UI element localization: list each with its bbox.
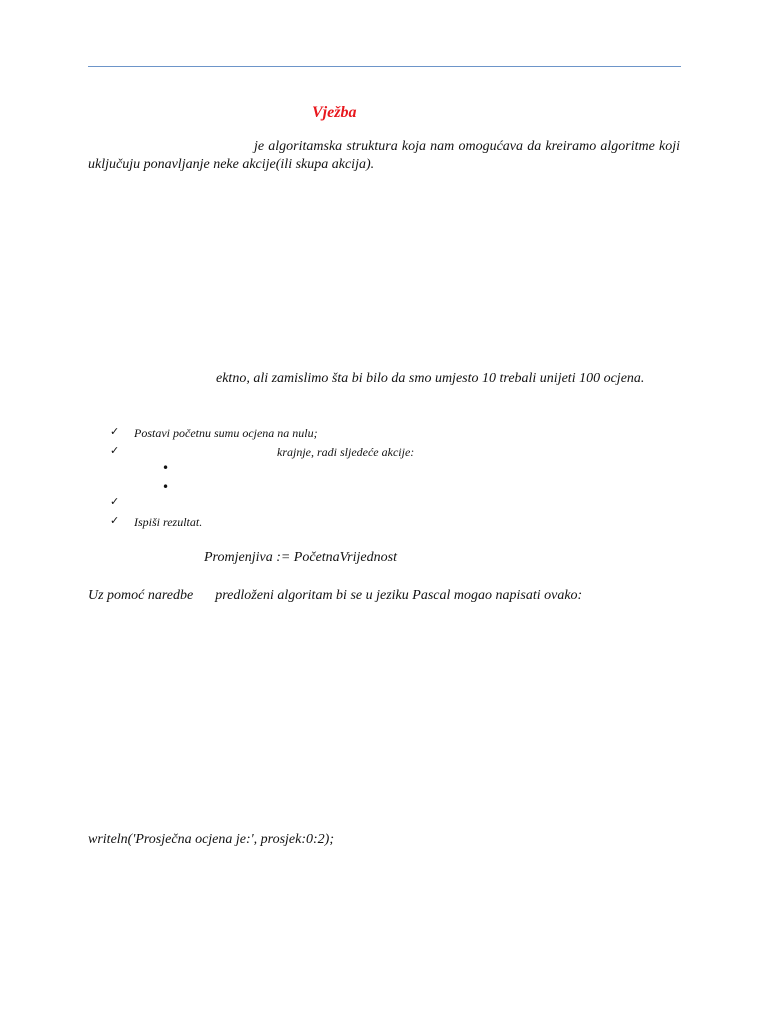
sentence-fragment: ektno, ali zamislimo šta bi bilo da smo umjesto 10 trebali unijeti 100 ocjena. (216, 371, 645, 386)
assignment-syntax: Promjenjiva := PočetnaVrijednost (204, 550, 397, 565)
check-icon: ✓ (110, 425, 120, 438)
step-text: krajnje, radi sljedeće akcije: (277, 445, 415, 459)
document-title: Vježba (312, 104, 357, 121)
check-icon: ✓ (110, 444, 120, 457)
code-line: writeln('Prosječna ocjena je:', prosjek:0:2); (88, 832, 334, 847)
intro-paragraph (88, 138, 680, 174)
step-text: Ispiši rezultat. (134, 515, 203, 529)
header-rule (88, 66, 681, 67)
intro-text: je algoritamska struktura koja nam omogućava da kreiramo algoritme koji uključuju ponavljanje neke akcije(ili skupa akcija). (88, 139, 680, 172)
step-text: Postavi početnu sumu ocjena na nulu; (134, 426, 318, 440)
bullet-icon: • (162, 461, 170, 475)
pascal-intro-prefix: Uz pomoć naredbe (88, 588, 194, 603)
bullet-icon: • (162, 480, 170, 494)
check-icon: ✓ (110, 514, 120, 527)
check-icon: ✓ (110, 495, 120, 508)
pascal-intro-suffix: predloženi algoritam bi se u jeziku Pascal mogao napisati ovako: (215, 588, 583, 603)
pascal-intro (88, 588, 582, 604)
